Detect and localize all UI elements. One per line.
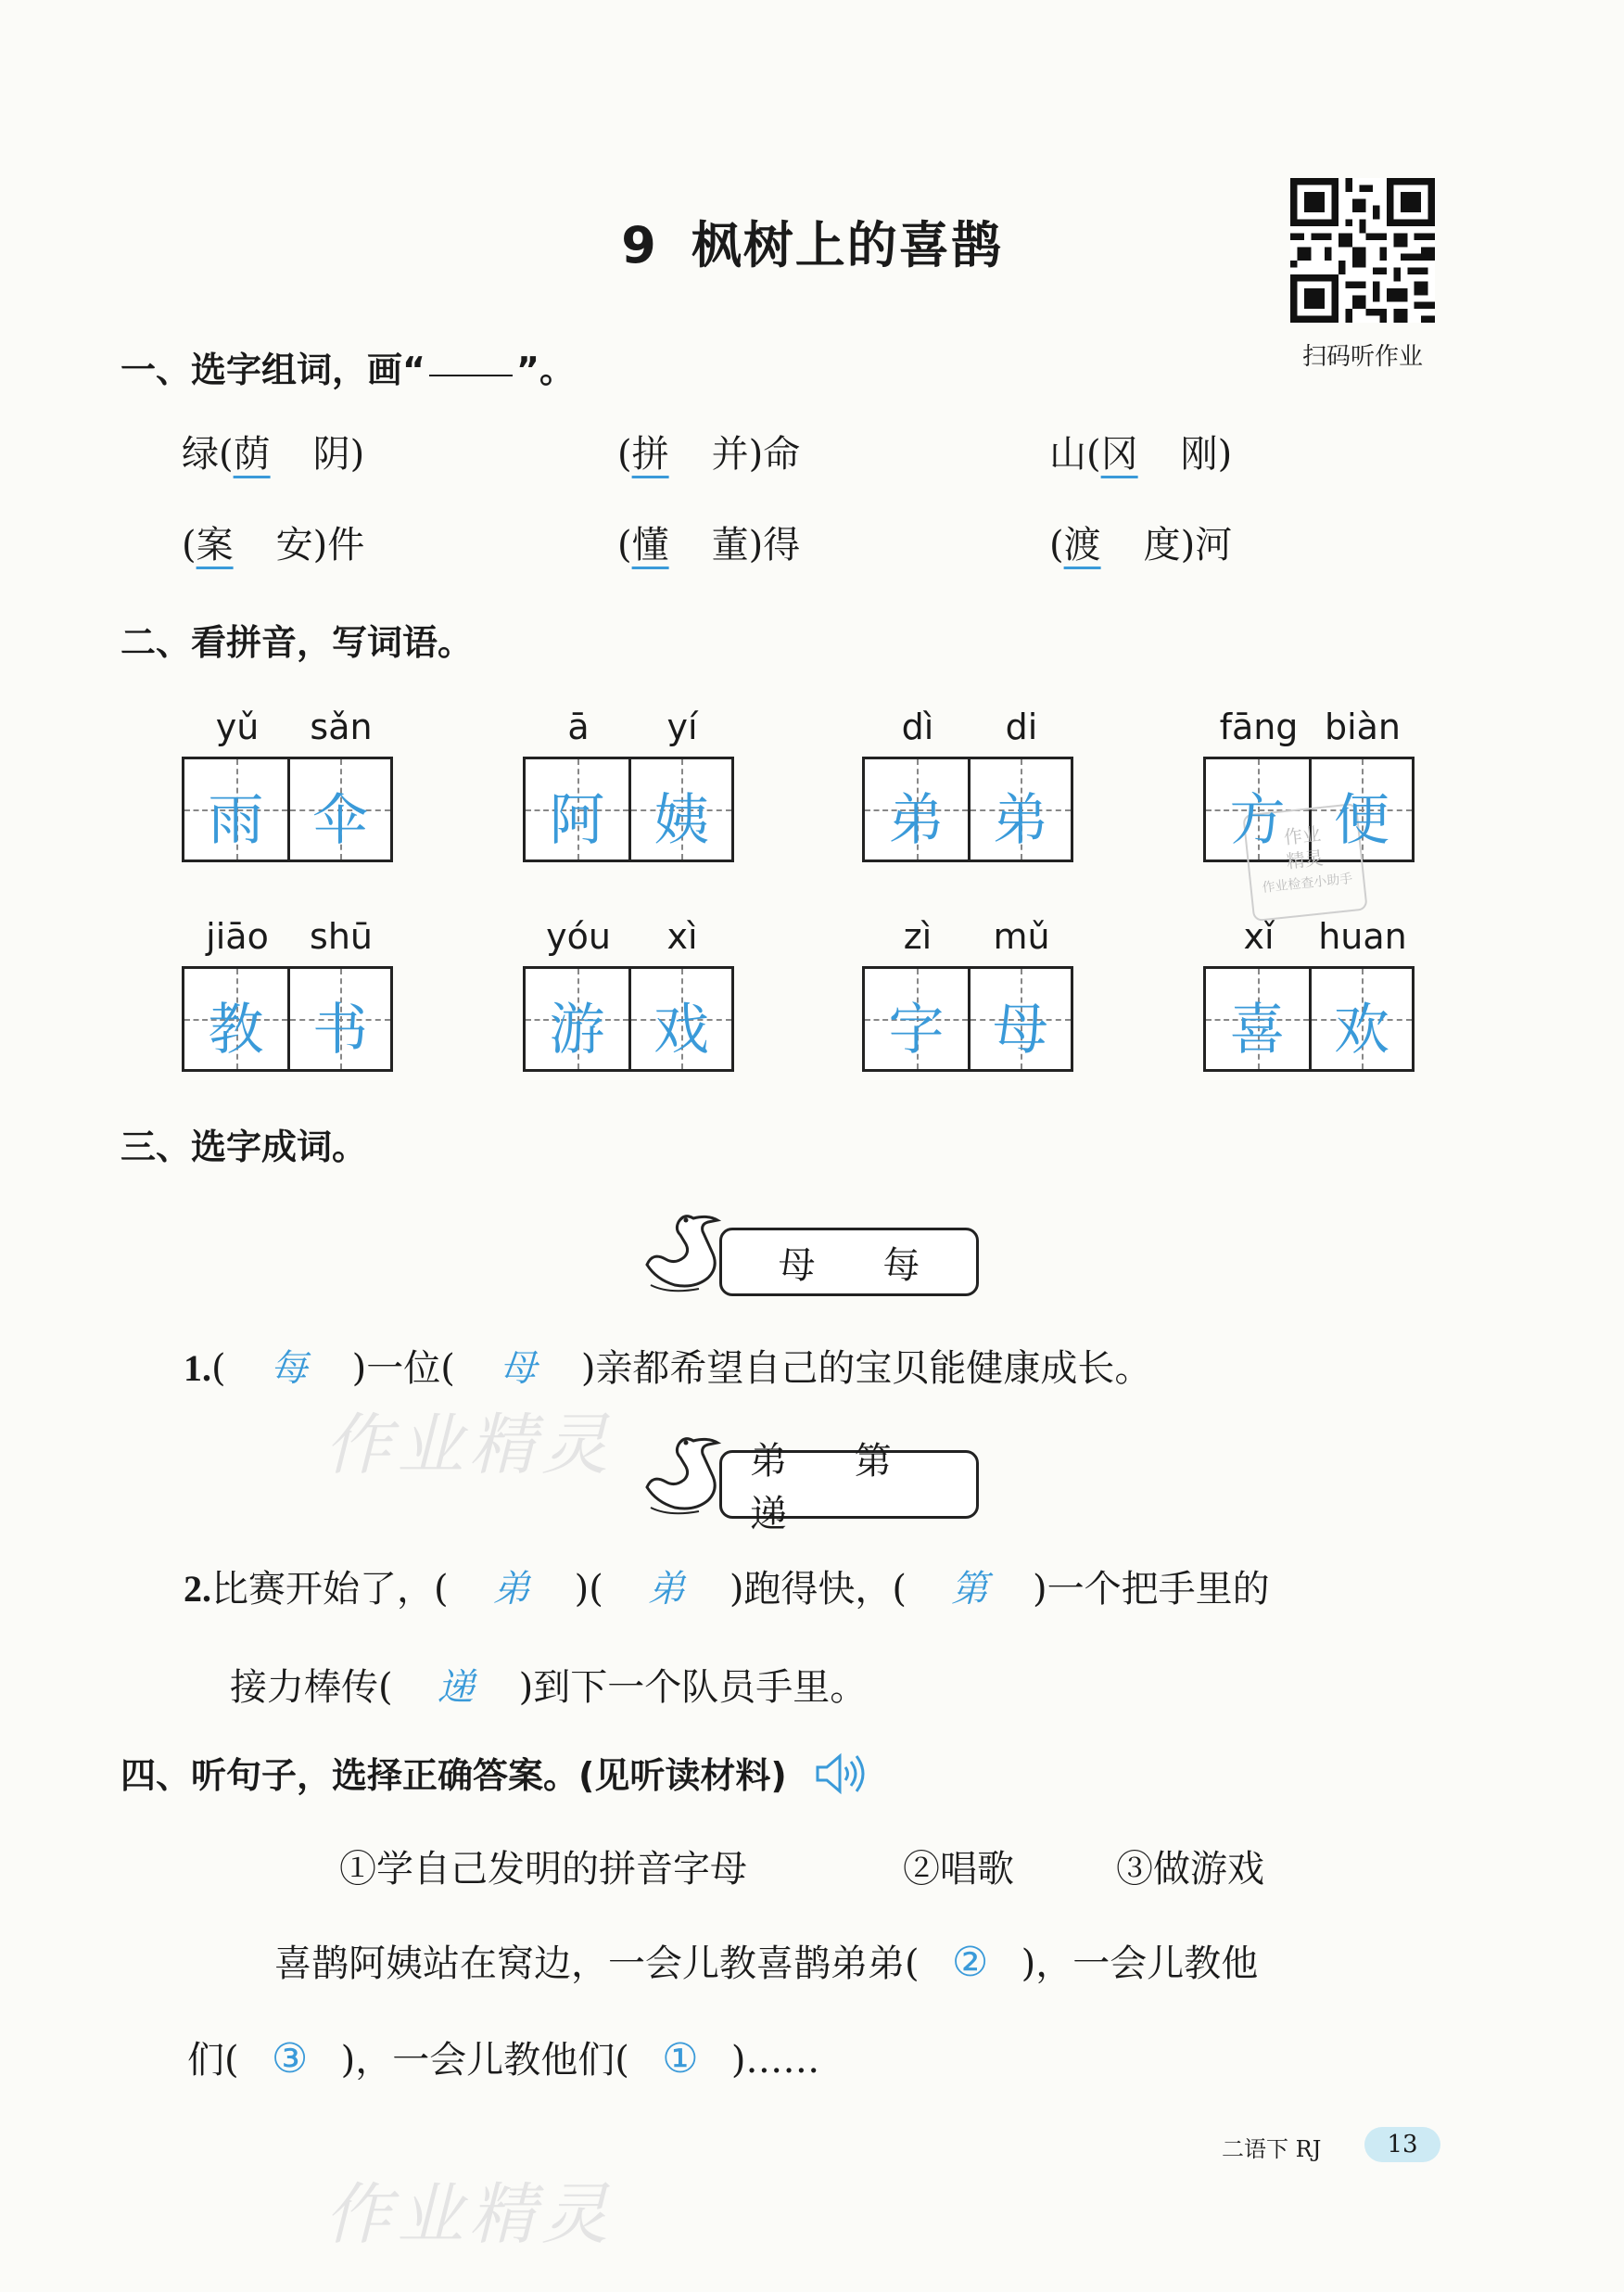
pinyin-word-6 [523,916,738,957]
writing-grid-7[interactable] [862,966,1073,1072]
text-fragment: )到下一个队员手里。 [518,1666,868,1709]
choice-other[interactable]: 阴 [312,433,350,476]
underline-sample [429,375,513,376]
footer-label: 二语下 RJ [1222,2136,1322,2162]
choice-after: ) [349,433,365,476]
grid-cell[interactable] [628,969,731,1069]
written-char: 姨 [653,788,709,853]
writing-grid-3[interactable] [862,757,1073,862]
answer-blank[interactable]: ② [951,1939,989,1986]
section1-heading-prefix: 一、选字组词，画“ [121,350,425,390]
question-3-1 [184,1339,1151,1392]
written-char: 教 [208,998,264,1063]
text-fragment: 喜鹊阿姨站在窝边，一会儿教喜鹊弟弟( [274,1942,920,1985]
written-char: 喜 [1229,998,1286,1063]
pinyin-syllable: biàn [1324,707,1402,747]
question-3-2 [184,1560,1270,1612]
section1-heading-suffix: ”。 [515,350,575,390]
answer-blank[interactable]: ③ [271,2035,309,2082]
choice-before: ( [1049,524,1064,567]
grid-cell[interactable] [526,759,628,860]
answer-blank[interactable]: 母 [499,1347,537,1390]
qr-code-icon[interactable] [1290,178,1435,323]
section4-heading-text: 四、听句子，选择正确答案。(见听读材料) [121,1755,787,1796]
section1-heading [121,341,575,392]
listening-line-1 [274,1934,1258,1987]
choice-correct[interactable]: 荫 [233,433,271,476]
grid-cell[interactable] [184,969,287,1069]
choice-after: )件 [312,524,365,567]
text-fragment: )亲都希望自己的宝贝能健康成长。 [580,1347,1152,1390]
swan-icon [645,1428,721,1524]
grid-cell[interactable] [1309,969,1412,1069]
choice-item-5 [617,516,800,568]
pinyin-word-2 [523,707,738,747]
pinyin-syllable: ā [567,707,590,747]
choice-before: 山( [1049,433,1101,476]
grid-cell[interactable] [184,759,287,860]
written-char: 便 [1334,788,1389,853]
choice-other[interactable]: 董 [711,524,749,567]
pinyin-syllable: fāng [1219,707,1299,747]
question-number: 2. [184,1568,211,1610]
text-fragment: 们( [187,2039,239,2082]
text-fragment: )一位( [351,1347,455,1390]
written-char: 欢 [1334,998,1389,1063]
choice-correct[interactable]: 拼 [631,433,669,476]
pinyin-syllable: zì [903,916,933,957]
page-number: 13 [1364,2127,1440,2162]
option-1: ①学自己发明的拼音字母 [339,1848,747,1891]
question-number: 1. [184,1347,211,1389]
pinyin-syllable: yí [666,707,698,747]
text-fragment: 接力棒传( [230,1666,393,1709]
written-char: 弟 [993,788,1048,853]
choice-item-2 [617,425,800,478]
choice-correct[interactable]: 懂 [631,524,669,567]
pinyin-syllable: shū [310,916,373,957]
choice-item-3 [1049,425,1232,478]
choice-other[interactable]: 并 [711,433,749,476]
choice-correct[interactable]: 案 [196,524,234,567]
qr-caption: 扫码听作业 [1301,343,1423,371]
lesson-number: 9 [621,216,658,274]
pinyin-syllable: yǔ [215,707,260,747]
written-char: 游 [549,998,605,1063]
stamp-line: 精灵 [1285,846,1325,873]
grid-cell[interactable] [865,969,968,1069]
choice-item-1 [182,425,364,478]
pinyin-syllable: sǎn [310,707,373,747]
writing-grid-2[interactable] [523,757,734,862]
pinyin-syllable: dì [901,707,934,747]
text-fragment: )( [574,1568,603,1611]
option-2: ②唱歌 [903,1848,1014,1891]
section2-heading: 二、看拼音，写词语。 [121,622,474,663]
pinyin-word-8 [1203,916,1418,957]
pinyin-word-3 [862,707,1077,747]
stamp-line: 作业检查小助手 [1261,871,1353,896]
choice-before: ( [617,433,632,476]
answer-blank[interactable]: 弟 [647,1568,685,1611]
writing-grid-6[interactable] [523,966,734,1072]
grid-cell[interactable] [287,759,390,860]
grid-cell[interactable] [968,759,1071,860]
grid-cell[interactable] [1206,969,1309,1069]
grid-cell[interactable] [1309,759,1412,860]
pinyin-syllable: mǔ [993,916,1050,957]
watermark-text: 作业精灵 [324,2175,615,2253]
writing-grid-1[interactable] [182,757,393,862]
choice-correct[interactable]: 冈 [1100,433,1138,476]
stamp-line: 作业 [1282,822,1323,849]
choice-after: ) [1217,433,1233,476]
written-char: 方 [1229,788,1286,853]
listening-line-2 [187,2031,819,2083]
text-fragment: 比赛开始了，( [211,1568,449,1611]
written-char: 母 [993,998,1048,1063]
choice-other[interactable]: 度 [1143,524,1181,567]
pinyin-syllable: huan [1318,916,1407,957]
written-char: 阿 [549,788,605,853]
written-char: 书 [312,998,368,1063]
grid-cell[interactable] [865,759,968,860]
writing-grid-8[interactable] [1203,966,1415,1072]
text-fragment: )，一会儿教他 [1021,1942,1259,1985]
choice-before: 绿( [182,433,234,476]
choice-after: )河 [1180,524,1233,567]
grid-cell[interactable] [968,969,1071,1069]
choice-after: )命 [748,433,801,476]
answer-blank[interactable]: 每 [270,1347,308,1390]
char-choice-box-1: 母 每 [719,1228,979,1296]
swan-icon [645,1205,721,1302]
text-fragment: ( [211,1347,226,1390]
choice-item-4 [182,516,364,568]
section4-heading [121,1747,866,1798]
answer-blank[interactable]: ① [662,2035,699,2082]
written-char: 伞 [312,788,368,853]
pinyin-word-7 [862,916,1077,957]
option-3: ③做游戏 [1116,1848,1264,1891]
grid-cell[interactable] [287,969,390,1069]
choice-other[interactable]: 安 [275,524,313,567]
pinyin-syllable: di [1005,707,1038,747]
written-char: 戏 [653,998,709,1063]
lesson-title: 枫树上的喜鹊 [691,216,1003,274]
written-char: 弟 [888,788,945,853]
text-fragment: )…… [730,2039,820,2082]
text-fragment: )跑得快，( [729,1568,907,1611]
choice-after: )得 [748,524,801,567]
text-fragment: )，一会儿教他们( [340,2039,629,2082]
choice-item-6 [1049,516,1232,568]
answer-blank[interactable]: 弟 [492,1568,530,1611]
section3-heading: 三、选字成词。 [121,1127,368,1167]
choice-other[interactable]: 刚 [1180,433,1218,476]
text-fragment: )一个把手里的 [1033,1568,1270,1611]
pinyin-word-1 [182,707,397,747]
written-char: 雨 [208,788,264,853]
choice-before: ( [182,524,197,567]
char-choice-box-2: 弟 第 递 [719,1450,979,1519]
question-3-2-line2 [230,1658,867,1711]
pinyin-word-4 [1203,707,1418,747]
grid-cell[interactable] [1206,759,1309,860]
grid-cell[interactable] [526,969,628,1069]
pinyin-syllable: xì [666,916,698,957]
pinyin-syllable: jiāo [206,916,269,957]
pinyin-word-5 [182,916,397,957]
pinyin-syllable: yóu [546,916,611,957]
choice-correct[interactable]: 渡 [1063,524,1101,567]
written-char: 字 [888,998,945,1063]
choice-before: ( [617,524,632,567]
writing-grid-5[interactable] [182,966,393,1072]
pinyin-syllable: xǐ [1243,916,1275,957]
grid-cell[interactable] [628,759,731,860]
answer-blank[interactable]: 第 [951,1568,989,1611]
answer-blank[interactable]: 递 [437,1666,475,1709]
speaker-icon[interactable] [814,1752,866,1795]
watermark-text: 作业精灵 [324,1406,615,1483]
